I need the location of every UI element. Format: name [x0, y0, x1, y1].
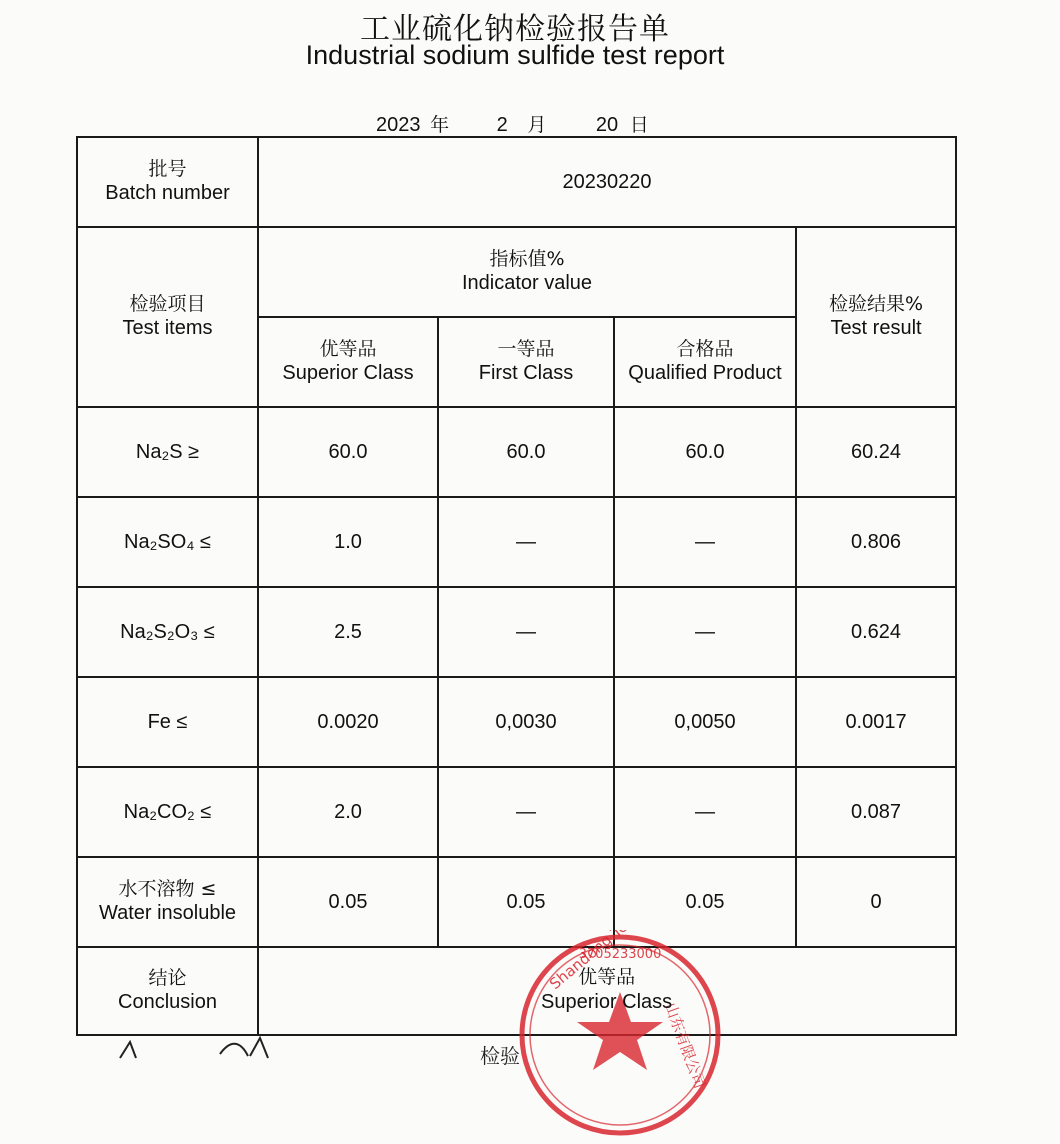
batch-label: 批号 Batch number [77, 137, 258, 227]
signature [100, 1036, 300, 1065]
first-value: 0.05 [438, 857, 614, 947]
date-day-unit: 日 [629, 114, 649, 136]
date-year: 2023 [376, 114, 421, 136]
date-day: 20 [595, 114, 619, 136]
test-result-value: 0.806 [796, 497, 956, 587]
date-month-unit: 月 [527, 114, 547, 136]
test-item: Fe ≤ [77, 677, 258, 767]
superior-value: 0.0020 [258, 677, 438, 767]
report-date [376, 110, 649, 137]
first-value: — [438, 587, 614, 677]
test-item: Na₂S ≥ [77, 407, 258, 497]
superior-value: 1.0 [258, 497, 438, 587]
qualified-value: — [614, 587, 796, 677]
test-item: Na₂CO₂ ≤ [77, 767, 258, 857]
test-item: Na₂SO₄ ≤ [77, 497, 258, 587]
table-row [77, 497, 956, 587]
indicator-value-header: 指标值% Indicator value [258, 227, 796, 317]
test-result-value: 0.624 [796, 587, 956, 677]
table-row [77, 767, 956, 857]
report-title-cn: 工业硫化钠检验报告单 [360, 12, 670, 47]
superior-value: 2.5 [258, 587, 438, 677]
superior-value: 0.05 [258, 857, 438, 947]
first-value: 60.0 [438, 407, 614, 497]
inspector-label: 检验 [480, 1044, 520, 1068]
svg-text:3705233000: 3705233000 [578, 947, 662, 962]
qualified-value: 60.0 [614, 407, 796, 497]
qualified-value: — [614, 497, 796, 587]
indicator-header-row [77, 227, 956, 317]
test-items-header: 检验项目 Test items [77, 227, 258, 407]
batch-value: 20230220 [258, 137, 956, 227]
test-result-value: 0.087 [796, 767, 956, 857]
test-item: 水不溶物 ≤ Water insoluble [77, 857, 258, 947]
qualified-value: — [614, 767, 796, 857]
first-class-header: 一等品 First Class [438, 317, 614, 407]
table-row [77, 407, 956, 497]
test-result-value: 0 [796, 857, 956, 947]
qualified-value: 0.05 [614, 857, 796, 947]
first-value: — [438, 497, 614, 587]
table-row [77, 587, 956, 677]
first-value: 0,0030 [438, 677, 614, 767]
test-report-table [76, 136, 957, 1036]
svg-text:山东有限公司: 山东有限公司 [661, 1000, 709, 1091]
date-year-unit: 年 [430, 114, 450, 136]
test-result-header: 检验结果% Test result [796, 227, 956, 407]
superior-value: 2.0 [258, 767, 438, 857]
seal-icon [515, 930, 725, 1140]
report-title-en: Industrial sodium sulfide test report [305, 40, 725, 70]
test-result-value: 0.0017 [796, 677, 956, 767]
first-value: — [438, 767, 614, 857]
test-item: Na₂S₂O₃ ≤ [77, 587, 258, 677]
company-seal [515, 930, 725, 1140]
table-row [77, 677, 956, 767]
test-result-value: 60.24 [796, 407, 956, 497]
batch-row [77, 137, 956, 227]
signature-icon [100, 1036, 300, 1060]
conclusion-value: 优等品 Superior Class [258, 947, 956, 1035]
qualified-value: 0,0050 [614, 677, 796, 767]
superior-value: 60.0 [258, 407, 438, 497]
superior-class-header: 优等品 Superior Class [258, 317, 438, 407]
date-month: 2 [496, 114, 508, 136]
qualified-product-header: 合格品 Qualified Product [614, 317, 796, 407]
conclusion-label: 结论 Conclusion [77, 947, 258, 1035]
